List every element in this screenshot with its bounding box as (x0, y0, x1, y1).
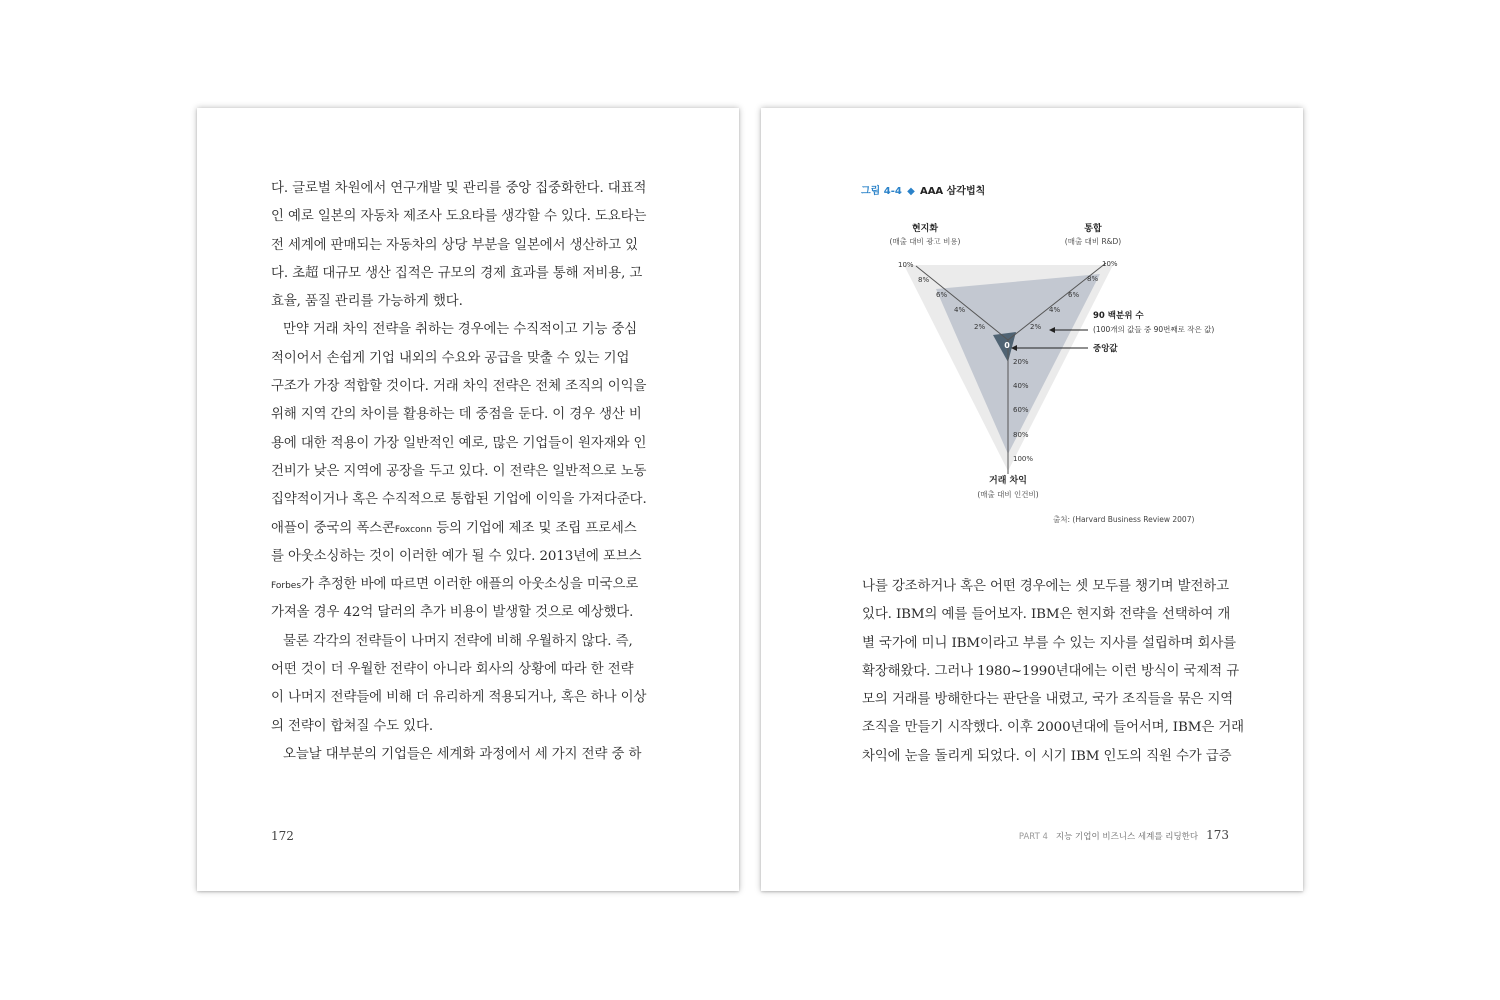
text-segment: 등의 기업에 제조 및 조립 프로세스 (431, 520, 637, 536)
bottom-tick-label: 20% (1013, 358, 1029, 366)
left-page (197, 108, 739, 891)
annotation-median: 중앙값 (1093, 344, 1118, 354)
left-tick-label: 2% (974, 323, 986, 331)
text-line-foxconn (271, 515, 637, 543)
text-line: 효율, 품질 관리를 가능하게 했다. (271, 294, 463, 310)
right-page-body (862, 573, 1245, 771)
center-label: 0 (1004, 341, 1010, 350)
text-line-forbes (271, 571, 637, 599)
forbes-small-text: Forbes (271, 581, 302, 592)
text-line: 차익에 눈을 돌리게 되었다. 이 시기 IBM 인도의 직원 수가 급증 (862, 748, 1232, 764)
part-label: PART 4 (1018, 832, 1048, 842)
text-line: 어떤 것이 더 우월한 전략이 아니라 회사의 상황에 따라 한 전략 (271, 662, 634, 678)
right-tick-label: 10% (1102, 260, 1118, 268)
left-tick-label: 4% (954, 306, 966, 314)
axis-localization-title: 현지화 (911, 224, 939, 234)
bottom-tick-label: 80% (1013, 431, 1029, 439)
right-page (761, 108, 1303, 891)
annotation-p90: 90 백분위 수 (1093, 311, 1144, 321)
text-line: 의 전략이 합쳐질 수도 있다. (271, 718, 433, 734)
text-line: 가져올 경우 42억 달러의 추가 비용이 발생할 것으로 예상했다. (271, 605, 634, 621)
part-title: 지능 기업이 비즈니스 세계를 리딩한다 (1055, 832, 1199, 842)
right-tick-label: 8% (1087, 275, 1099, 283)
text-line: 있다. IBM의 예를 들어보자. IBM은 현지화 전략을 선택하여 개 (862, 607, 1231, 623)
bottom-tick-label: 60% (1013, 406, 1029, 414)
text-line: 를 아웃소싱하는 것이 이러한 예가 될 수 있다. 2013년에 포브스 (271, 548, 642, 564)
text-segment: 가 추정한 바에 따르면 이러한 애플의 아웃소싱을 미국으로 (301, 577, 639, 593)
figure-source: 출처: (Harvard Business Review 2007) (1053, 515, 1195, 524)
figure-title: AAA 삼각법칙 (919, 186, 986, 197)
text-line: 집약적이거나 혹은 수직적으로 통합된 기업에 이익을 가져다준다. (271, 492, 647, 508)
text-line: 용에 대한 적용이 가장 일반적인 예로, 많은 기업들이 원자재와 인 (271, 435, 647, 451)
text-line: 확장해왔다. 그러나 1980~1990년대에는 이런 방식이 국제적 규 (862, 663, 1240, 679)
text-line: 나를 강조하거나 혹은 어떤 경우에는 셋 모두를 챙기며 발전하고 (862, 579, 1229, 594)
text-line: 별 국가에 미니 IBM이라고 부를 수 있는 지사를 설립하며 회사를 (862, 635, 1236, 651)
axis-integration-subtitle: (매출 대비 R&D) (1064, 237, 1122, 246)
right-tick-label: 4% (1049, 306, 1061, 314)
text-line: 이 나머지 전략들에 비해 더 유리하게 적용되거나, 혹은 하나 이상 (271, 690, 647, 706)
left-tick-label: 8% (918, 276, 930, 284)
bottom-tick-label: 40% (1013, 382, 1029, 390)
aaa-triangle-figure (856, 178, 1236, 538)
text-segment: 애플이 중국의 폭스콘 (271, 520, 395, 536)
left-tick-label: 6% (936, 291, 948, 299)
page-number: 173 (1206, 828, 1229, 842)
bottom-tick-label: 100% (1013, 455, 1034, 463)
text-line: 위해 지역 간의 차이를 활용하는 데 중점을 둔다. 이 경우 생산 비 (271, 407, 642, 423)
axis-integration-title: 통합 (1084, 224, 1102, 234)
figure-number: 그림 4-4 (861, 186, 902, 197)
triangle-diagram (856, 178, 1236, 538)
text-line: 인 예로 일본의 자동차 제조사 도요타를 생각할 수 있다. 도요타는 (271, 209, 647, 225)
axis-arbitrage-subtitle: (매출 대비 인건비) (977, 490, 1039, 499)
text-line: 다. 글로벌 차원에서 연구개발 및 관리를 중앙 집중화한다. 대표적 (271, 181, 647, 196)
foxconn-small-text: Foxconn (394, 524, 432, 535)
right-tick-label: 2% (1030, 323, 1042, 331)
right-tick-label: 6% (1068, 291, 1080, 299)
text-line: 오늘날 대부분의 기업들은 세계화 과정에서 세 가지 전략 중 하 (283, 746, 642, 762)
axis-localization-subtitle: (매출 대비 광고 비용) (889, 237, 961, 246)
text-line: 전 세계에 판매되는 자동차의 상당 부분을 일본에서 생산하고 있 (271, 237, 638, 253)
text-line: 모의 거래를 방해한다는 판단을 내렸고, 국가 조직들을 묶은 지역 (862, 692, 1234, 708)
annotation-p90-subtitle: (100개의 값들 중 90번째로 작은 값) (1093, 325, 1215, 334)
running-footer (1019, 828, 1229, 842)
text-line: 적이어서 손쉽게 기업 내외의 수요와 공급을 맞출 수 있는 기업 (271, 350, 630, 366)
text-line: 다. 초超 대규모 생산 집적은 규모의 경제 효과를 통해 저비용, 고 (271, 265, 643, 281)
text-line: 물론 각각의 전략들이 나머지 전략에 비해 우월하지 않다. 즉, (283, 633, 633, 649)
diamond-icon: ◆ (907, 186, 915, 197)
text-line: 만약 거래 차익 전략을 취하는 경우에는 수직적이고 기능 중심 (283, 322, 638, 338)
text-line: 건비가 낮은 지역에 공장을 두고 있다. 이 전략은 일반적으로 노동 (271, 463, 647, 479)
page-number: 172 (271, 829, 294, 843)
left-tick-label: 10% (898, 261, 914, 269)
text-line: 구조가 가장 적합할 것이다. 거래 차익 전략은 전체 조직의 이익을 (271, 379, 647, 395)
text-line: 조직을 만들기 시작했다. 이후 2000년대에 들어서며, IBM은 거래 (862, 720, 1245, 736)
left-page-body (271, 175, 647, 769)
axis-arbitrage-title: 거래 차익 (989, 476, 1027, 486)
